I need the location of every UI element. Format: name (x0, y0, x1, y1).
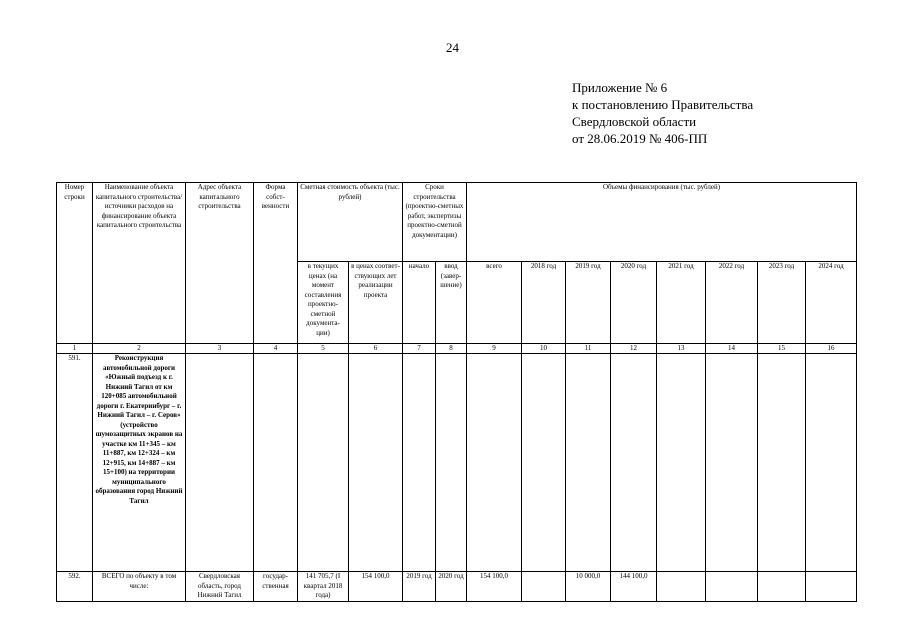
funding-2018 (522, 572, 566, 602)
cost-current-prices: 141 705,7 (I квартал 2018 года) (298, 572, 349, 602)
cell-empty (436, 354, 467, 572)
column-number: 2 (93, 344, 186, 354)
cell-empty (758, 354, 806, 572)
cell-empty (349, 354, 403, 572)
column-number: 16 (806, 344, 857, 354)
header-year-2020: 2020 год (611, 262, 657, 344)
appendix-line-1: Приложение № 6 (572, 80, 668, 95)
header-row-number: Номер строки (57, 183, 93, 344)
header-year-2019: 2019 год (566, 262, 611, 344)
funding-2019: 10 000,0 (566, 572, 611, 602)
cell-empty (657, 354, 706, 572)
cell-empty (806, 354, 857, 572)
column-number: 13 (657, 344, 706, 354)
header-year-2024: 2024 год (806, 262, 857, 344)
header-cost-years-prices: в ценах соответ-ствующих лет реализации проекта (349, 262, 403, 344)
funding-2024 (806, 572, 857, 602)
column-number: 4 (254, 344, 298, 354)
header-start: начало (403, 262, 436, 344)
cell-empty (522, 354, 566, 572)
header-commission: ввод (завер-шение) (436, 262, 467, 344)
page-number: 24 (446, 40, 459, 55)
object-name: Реконструкция автомобильной дороги «Южный подъезд к г. Нижний Тагил от км 120+085 автомобильной дороги г. Екатеринбург – г. Нижний Тагил – г. Серов» (устройство шумозащитных экранов на участке км 11+345 – км 11+887, км 12+324 – км 12+915, км 14+887 – км 15+100) на территории муниципального образования город Нижний Тагил (93, 354, 186, 572)
column-number: 15 (758, 344, 806, 354)
funding-total: 154 100,0 (467, 572, 522, 602)
header-year-2022: 2022 год (706, 262, 758, 344)
column-numbers-row (57, 344, 857, 354)
header-cost-current-prices: в текущих ценах (на момент составления проектно-сметной документа-ции) (298, 262, 349, 344)
construction-financing-table (56, 182, 857, 602)
row-number: 592. (57, 572, 93, 602)
header-year-2018: 2018 год (522, 262, 566, 344)
table-row (57, 354, 857, 572)
column-number: 14 (706, 344, 758, 354)
column-number: 6 (349, 344, 403, 354)
cell-empty (403, 354, 436, 572)
cell-empty (254, 354, 298, 572)
cell-empty (706, 354, 758, 572)
column-number: 3 (186, 344, 254, 354)
header-object-name: Наименование объекта капитального строительства/ источники расходов на финансирование объекта капитального строительства (93, 183, 186, 344)
cell-empty (611, 354, 657, 572)
header-ownership: Форма собст-венности (254, 183, 298, 344)
column-number: 1 (57, 344, 93, 354)
object-name: ВСЕГО по объекту в том числе: (93, 572, 186, 602)
column-number: 8 (436, 344, 467, 354)
header-year-2021: 2021 год (657, 262, 706, 344)
appendix-line-3: Свердловской области (572, 114, 697, 129)
header-year-2023: 2023 год (758, 262, 806, 344)
header-estimated-cost: Сметная стоимость объекта (тыс. рублей) (298, 183, 403, 262)
commission-year: 2020 год (436, 572, 467, 602)
funding-2023 (758, 572, 806, 602)
column-number: 11 (566, 344, 611, 354)
appendix-stamp (572, 79, 753, 147)
column-number: 7 (403, 344, 436, 354)
object-address: Свердловская область, город Нижний Тагил (186, 572, 254, 602)
cost-years-prices: 154 100,0 (349, 572, 403, 602)
funding-2020: 144 100,0 (611, 572, 657, 602)
cell-empty (298, 354, 349, 572)
header-object-address: Адрес объекта капитального строительства (186, 183, 254, 344)
funding-2022 (706, 572, 758, 602)
cell-empty (467, 354, 522, 572)
appendix-line-4: от 28.06.2019 № 406-ПП (572, 131, 708, 146)
appendix-line-2: к постановлению Правительства (572, 97, 754, 112)
table-row (57, 572, 857, 602)
cell-empty (186, 354, 254, 572)
header-total: всего (467, 262, 522, 344)
start-year: 2019 год (403, 572, 436, 602)
header-construction-terms: Сроки строительства (проектно-сметных работ, экспертизы проектно-сметной документации) (403, 183, 467, 262)
header-funding-volumes: Объемы финансирования (тыс. рублей) (467, 183, 857, 262)
column-number: 12 (611, 344, 657, 354)
ownership-form: государ-ственная (254, 572, 298, 602)
column-number: 10 (522, 344, 566, 354)
header-row-1 (57, 183, 857, 262)
column-number: 9 (467, 344, 522, 354)
column-number: 5 (298, 344, 349, 354)
cell-empty (566, 354, 611, 572)
row-number: 591. (57, 354, 93, 572)
funding-2021 (657, 572, 706, 602)
